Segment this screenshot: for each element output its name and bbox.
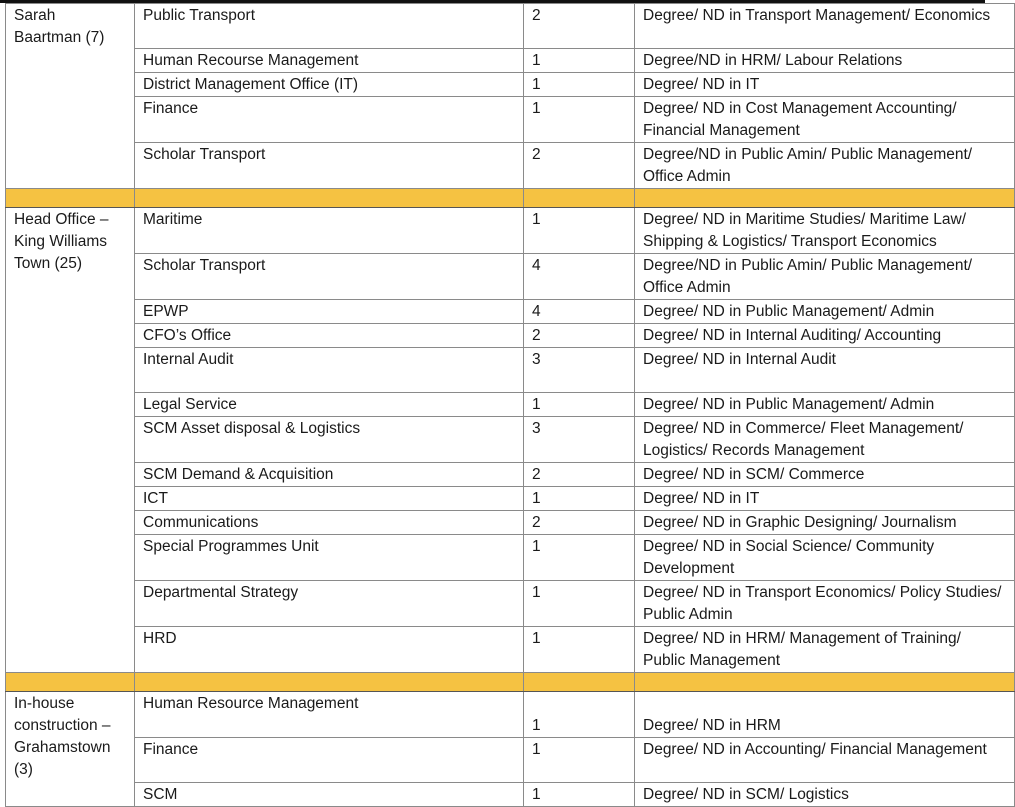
vacancy-table: [5, 3, 1015, 807]
count-cell: 3: [524, 348, 635, 393]
unit-cell: Public Transport: [135, 4, 524, 49]
table-row: [6, 692, 1015, 738]
table-row: [6, 463, 1015, 487]
unit-cell: CFO’s Office: [135, 324, 524, 348]
count-cell: 1: [524, 49, 635, 73]
unit-cell: HRD: [135, 627, 524, 673]
count-cell: 1: [524, 627, 635, 673]
count-cell: 1: [524, 783, 635, 807]
count-cell: 2: [524, 463, 635, 487]
region-cell: Head Office – King Williams Town (25): [6, 208, 135, 673]
qualification-cell: Degree/ ND in Social Science/ Community Development: [635, 535, 1015, 581]
count-cell: 2: [524, 4, 635, 49]
qualification-cell: Degree/ ND in Maritime Studies/ Maritime Law/ Shipping & Logistics/ Transport Economics: [635, 208, 1015, 254]
section-divider: [6, 189, 1015, 208]
qualification-cell: Degree/ ND in Internal Auditing/ Accounting: [635, 324, 1015, 348]
table-row: [6, 417, 1015, 463]
count-cell: 1: [524, 692, 635, 738]
table-row: [6, 348, 1015, 393]
qualification-cell: Degree/ ND in IT: [635, 487, 1015, 511]
qualification-cell: Degree/ ND in HRM/ Management of Training/ Public Management: [635, 627, 1015, 673]
table-row: [6, 97, 1015, 143]
table-row: [6, 4, 1015, 49]
qualification-cell: Degree/ND in Public Amin/ Public Management/ Office Admin: [635, 254, 1015, 300]
qualification-cell: Degree/ ND in SCM/ Logistics: [635, 783, 1015, 807]
table-row: [6, 324, 1015, 348]
region-cell: Sarah Baartman (7): [6, 4, 135, 189]
table-row: [6, 511, 1015, 535]
region-cell: In-house construction – Grahamstown (3): [6, 692, 135, 807]
qualification-cell: Degree/ ND in Graphic Designing/ Journalism: [635, 511, 1015, 535]
unit-cell: District Management Office (IT): [135, 73, 524, 97]
unit-cell: Finance: [135, 97, 524, 143]
qualification-cell: Degree/ ND in Transport Economics/ Policy Studies/ Public Admin: [635, 581, 1015, 627]
count-cell: 2: [524, 143, 635, 189]
unit-cell: SCM Asset disposal & Logistics: [135, 417, 524, 463]
qualification-cell: Degree/ ND in Transport Management/ Economics: [635, 4, 1015, 49]
count-cell: 2: [524, 511, 635, 535]
table-row: [6, 208, 1015, 254]
section-divider: [6, 673, 1015, 692]
count-cell: 1: [524, 393, 635, 417]
table-row: [6, 49, 1015, 73]
unit-cell: Departmental Strategy: [135, 581, 524, 627]
table-row: [6, 254, 1015, 300]
qualification-cell: Degree/ND in Public Amin/ Public Management/ Office Admin: [635, 143, 1015, 189]
qualification-cell: Degree/ ND in SCM/ Commerce: [635, 463, 1015, 487]
qualification-cell: Degree/ ND in Accounting/ Financial Management: [635, 738, 1015, 783]
unit-cell: Legal Service: [135, 393, 524, 417]
qualification-cell: Degree/ ND in Public Management/ Admin: [635, 300, 1015, 324]
qualification-cell: Degree/ ND in IT: [635, 73, 1015, 97]
table-row: [6, 487, 1015, 511]
table-row: [6, 535, 1015, 581]
unit-cell: Human Recourse Management: [135, 49, 524, 73]
count-cell: 1: [524, 738, 635, 783]
table-row: [6, 738, 1015, 783]
count-cell: 2: [524, 324, 635, 348]
unit-cell: Special Programmes Unit: [135, 535, 524, 581]
count-cell: 1: [524, 73, 635, 97]
qualification-cell: Degree/ ND in Internal Audit: [635, 348, 1015, 393]
unit-cell: ICT: [135, 487, 524, 511]
unit-cell: Human Resource Management: [135, 692, 524, 738]
table-row: [6, 300, 1015, 324]
qualification-cell: Degree/ ND in Public Management/ Admin: [635, 393, 1015, 417]
table-row: [6, 581, 1015, 627]
unit-cell: Maritime: [135, 208, 524, 254]
qualification-cell: Degree/ ND in Cost Management Accounting/ Financial Management: [635, 97, 1015, 143]
unit-cell: SCM: [135, 783, 524, 807]
count-cell: 1: [524, 535, 635, 581]
table-row: [6, 783, 1015, 807]
unit-cell: Finance: [135, 738, 524, 783]
table-row: [6, 627, 1015, 673]
table-row: [6, 143, 1015, 189]
qualification-cell: Degree/ ND in Commerce/ Fleet Management/ Logistics/ Records Management: [635, 417, 1015, 463]
count-cell: 4: [524, 300, 635, 324]
count-cell: 1: [524, 97, 635, 143]
table-row: [6, 393, 1015, 417]
unit-cell: EPWP: [135, 300, 524, 324]
count-cell: 1: [524, 487, 635, 511]
count-cell: 1: [524, 581, 635, 627]
count-cell: 4: [524, 254, 635, 300]
unit-cell: Communications: [135, 511, 524, 535]
unit-cell: SCM Demand & Acquisition: [135, 463, 524, 487]
unit-cell: Scholar Transport: [135, 143, 524, 189]
count-cell: 3: [524, 417, 635, 463]
unit-cell: Scholar Transport: [135, 254, 524, 300]
qualification-cell: Degree/ND in HRM/ Labour Relations: [635, 49, 1015, 73]
qualification-cell: Degree/ ND in HRM: [635, 692, 1015, 738]
count-cell: 1: [524, 208, 635, 254]
unit-cell: Internal Audit: [135, 348, 524, 393]
table-row: [6, 73, 1015, 97]
